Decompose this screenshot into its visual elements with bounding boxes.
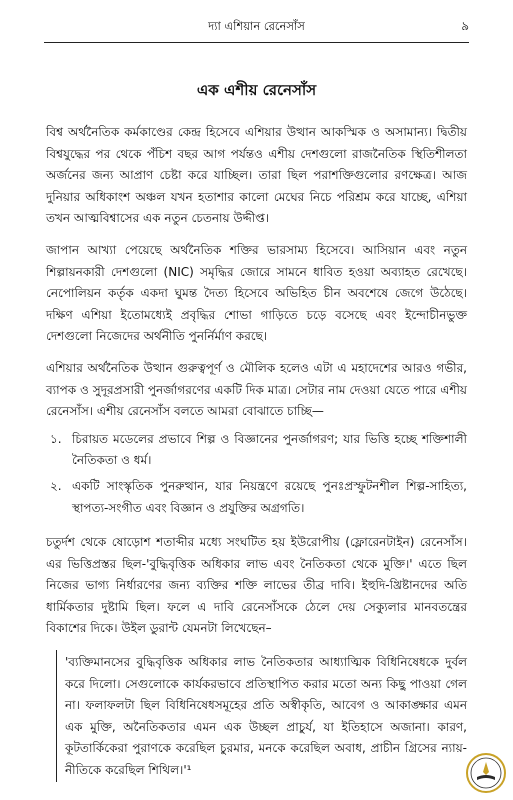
paragraph-2: জাপান আখ্যা পেয়েছে অর্থনৈতিক শক্তির ভারসাম্য হিসেবে। আসিয়ান এবং নতুন শিল্পায়নকারী দেশগুলো (NIC) সমৃদ্ধির জোরে সামনে ধাবিত হওয়া অব্যাহত রেখেছে। নেপোলিয়ন কর্তৃক একদা ঘুমন্ত দৈত্য হিসেবে অভিহিত চীন অবশেষে জেগে উঠেছে। দক্ষিণ এশিয়া ইতোমধ্যেই প্রবৃদ্ধির শোভা গাড়িতে চড়ে বসেছে এবং ইন্দোচীনভুক্ত দেশগুলো নিজেদের অর্থনীতি পুনর্নির্মাণ করছে।	[46, 242, 467, 344]
paragraph-4: চতুর্দশ থেকে ষোড়োশ শতাব্দীর মধ্যে সংঘটিত হয় ইউরোপীয় (ফ্লোরেনটাইন) রেনেসাঁস। এর ভিত্তিপ্রস্তর ছিল-'বুদ্ধিবৃত্তিক অধিকার লাভ এবং নৈতিকতা থেকে মুক্তি।' এতে ছিল নিজের ভাগ্য নির্ধারণের জন্য ব্যক্তির শক্তি লাভের তীব্র দাবি। ইহুদি-খ্রিষ্টানদের অতি ধার্মিকতার দুষ্টামি ছিল। ফলে এ দাবি রেনেসাঁসকে ঠেলে দেয় সেক্যুলার মানবতন্ত্রের বিকাশের দিকে। উইল ডুরান্ট যেমনটা লিখেছেন–	[46, 535, 467, 636]
page-number: ৯	[461, 19, 469, 33]
list-text: চিরায়ত মডেলের প্রভাবে শিল্প ও বিজ্ঞানের পুনর্জাগরণ; যার ভিত্তি হচ্ছে শক্তিশালী নৈতিকতা ও ধর্ম।	[72, 431, 467, 468]
body-text	[46, 122, 467, 782]
running-header	[44, 18, 469, 38]
paragraph-3: এশিয়ার অর্থনৈতিক উত্থান গুরুত্বপূর্ণ ও মৌলিক হলেও এটা এ মহাদেশের আরও গভীর, ব্যাপক ও সুদূরপ্রসারী পুনর্জাগরণের একটি দিক মাত্র। সেটার নাম দেওয়া যেতে পারে এশীয় রেনেসাঁস। এশীয় রেনেসাঁস বলতে আমরা বোঝাতে চাচ্ছি—	[46, 360, 467, 419]
running-title: দ্যা এশিয়ান রেনেসাঁস	[208, 19, 305, 33]
block-quote: 'ব্যক্তিমানসের বুদ্ধিবৃত্তিক অধিকার লাভ নৈতিকতার আধ্যাত্মিক বিধিনিষেধকে দুর্বল করে দিলো। সেগুলোকে কার্যকরভাবে প্রতিস্থাপিত করার মতো অন্য কিছু পাওয়া গেল না। ফলাফলটা ছিল বিধিনিষেধসমূহের প্রতি অস্বীকৃতি, আবেগ ও আকাঙ্ক্ষার এমন এক মুক্তি, অনৈতিকতার এমন এক উচ্ছল প্রাচুর্য, যা ইতিহাসে অজানা। কারণ, কূটতার্কিকেরা পুরাণকে করেছিল চুরমার, মনকে করেছিল অবাধ, প্রাচীন গ্রিসের ন্যায়-নীতিকে করেছিল শিথিল।'¹	[56, 650, 467, 782]
list-number: ২.	[50, 478, 62, 493]
chapter-title: এক এশীয় রেনেসাঁস	[196, 81, 317, 99]
list-text: একটি সাংস্কৃতিক পুনরুত্থান, যার নিয়ন্ত্রণে রয়েছে পুনঃপ্রস্ফুটনশীল শিল্প-সাহিত্য, স্থাপত্য-সংগীত এবং বিজ্ঞান ও প্রযুক্তির অগ্রগতি।	[72, 478, 467, 515]
paragraph-1: বিশ্ব অর্থনৈতিক কর্মকাণ্ডের কেন্দ্র হিসেবে এশিয়ার উত্থান আকস্মিক ও অসামান্য। দ্বিতীয় বিশ্বযুদ্ধের পর থেকে পঁচিশ বছর আগ পর্যন্তও এশীয় দেশগুলো রাজনৈতিক স্থিতিশীলতা অর্জনের জন্য আপ্রাণ চেষ্টা করে যাচ্ছিল। তারা ছিল পরাশক্তিগুলোর রণক্ষেত্র। আজ দুনিয়ার অধিকাংশ অঞ্চল যখন হতাশার কালো মেঘের নিচে পরিশ্রম করে যাচ্ছে, এশিয়া তখন আত্মবিশ্বাসের এক নতুন চেতনায় উদ্দীপ্ত।	[46, 125, 467, 226]
list-item	[46, 476, 467, 519]
list-number: ১.	[50, 431, 62, 446]
numbered-list	[46, 429, 467, 519]
quill-book-emblem-icon	[465, 752, 507, 794]
list-item	[46, 429, 467, 472]
header-rule	[44, 42, 469, 43]
